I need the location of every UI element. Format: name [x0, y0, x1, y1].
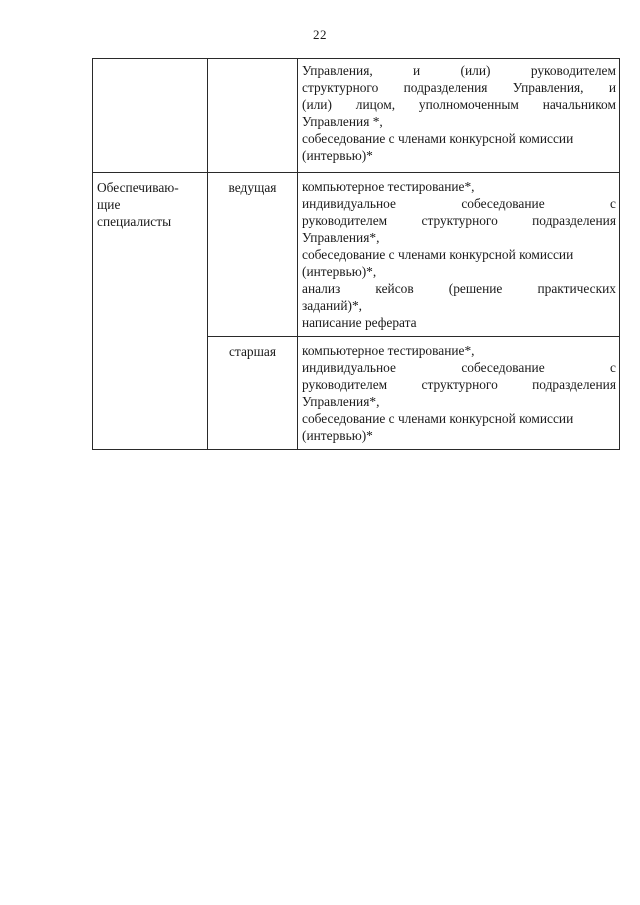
method-line [302, 62, 616, 79]
method-word: собеседование [461, 360, 545, 375]
method-line [302, 280, 616, 297]
method-line [302, 376, 616, 393]
method-line [302, 96, 616, 113]
method-word: руководителем [302, 377, 388, 392]
method-word: и [608, 80, 616, 95]
method-line: компьютерное тестирование*, [302, 343, 475, 358]
table-row [93, 173, 620, 337]
method-word: собеседование [461, 196, 545, 211]
methods-cell [298, 337, 620, 450]
category-label-line: Обеспечиваю- [97, 180, 179, 195]
method-line [302, 79, 616, 96]
group-label: старшая [228, 344, 276, 359]
method-word: (или) [460, 63, 491, 78]
method-word: уполномоченным [418, 97, 519, 112]
method-word: подразделения [532, 213, 616, 228]
method-word: руководителем [302, 213, 388, 228]
method-word: Управления, [512, 80, 584, 95]
methods-list [298, 337, 619, 449]
method-line: (интервью)* [302, 148, 373, 163]
group-cell [208, 337, 298, 450]
method-word: индивидуальное [302, 196, 396, 211]
method-word: лицом, [355, 97, 396, 112]
method-line: (интервью)* [302, 428, 373, 443]
method-line: Управления *, [302, 114, 383, 129]
method-word: Управления, [302, 63, 373, 78]
table-row [93, 59, 620, 173]
group-cell [208, 59, 298, 173]
method-line: Управления*, [302, 230, 380, 245]
competition-methods-table [92, 58, 620, 450]
method-word: подразделения [403, 80, 488, 95]
methods-list [298, 173, 619, 336]
method-line [302, 359, 616, 376]
method-word: (решение [448, 281, 503, 296]
method-word: кейсов [375, 281, 414, 296]
method-word: индивидуальное [302, 360, 396, 375]
method-line [302, 212, 616, 229]
method-word: подразделения [532, 377, 616, 392]
method-word: структурного [421, 377, 498, 392]
group-cell [208, 173, 298, 337]
category-label-line: специалисты [97, 214, 172, 229]
group-label: ведущая [228, 180, 277, 195]
method-line [302, 195, 616, 212]
method-word: (или) [302, 97, 332, 112]
category-cell [93, 59, 208, 173]
method-line: (интервью)*, [302, 264, 377, 279]
category-label-line: щие [97, 197, 121, 212]
category-cell [93, 173, 208, 450]
method-line: собеседование с членами конкурсной комиссии [302, 247, 574, 262]
method-word: анализ [302, 281, 341, 296]
method-line: компьютерное тестирование*, [302, 179, 475, 194]
method-word: с [610, 196, 616, 211]
method-line: Управления*, [302, 394, 380, 409]
method-word: с [610, 360, 616, 375]
method-line: заданий)*, [302, 298, 362, 313]
method-line: написание реферата [302, 315, 417, 330]
method-word: и [413, 63, 421, 78]
page-number: 22 [313, 27, 327, 42]
method-word: структурного [302, 80, 379, 95]
methods-cell [298, 59, 620, 173]
method-word: структурного [421, 213, 498, 228]
method-line: собеседование с членами конкурсной комиссии [302, 131, 574, 146]
method-line: собеседование с членами конкурсной комиссии [302, 411, 574, 426]
method-word: руководителем [530, 63, 616, 78]
methods-list [298, 59, 619, 172]
methods-cell [298, 173, 620, 337]
category-label [93, 173, 207, 230]
method-word: практических [537, 281, 616, 296]
method-word: начальником [542, 97, 616, 112]
